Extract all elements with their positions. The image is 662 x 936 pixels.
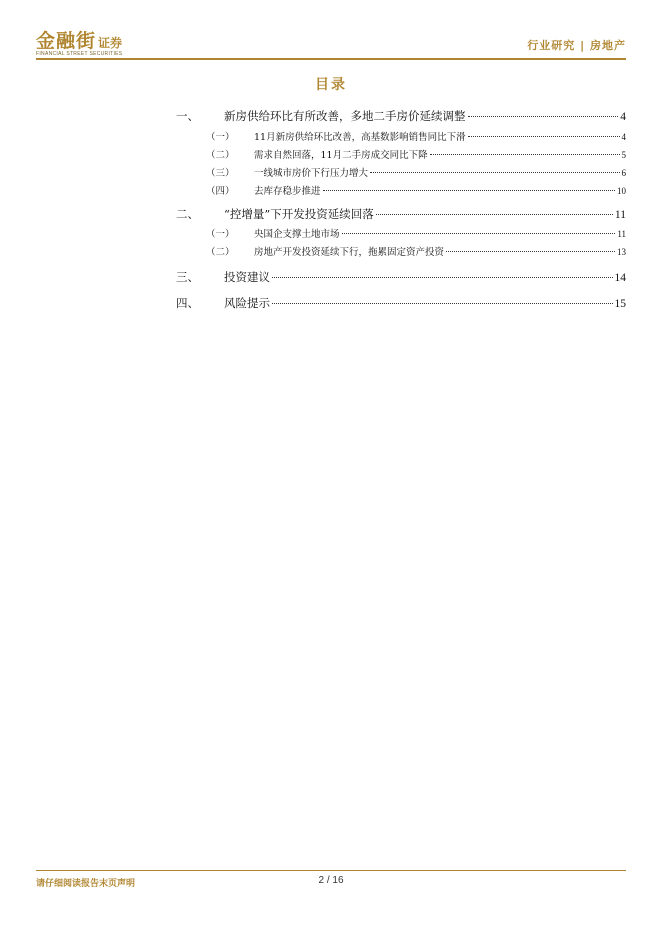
logo-subtitle: 证券 — [98, 36, 123, 50]
toc-heading: 需求自然回落，11月二手房成交同比下降 — [254, 150, 428, 161]
toc-heading: 一线城市房价下行压力增大 — [254, 168, 369, 179]
toc-heading: 去库存稳步推进 — [254, 186, 321, 197]
toc-page: 15 — [614, 298, 626, 310]
toc-heading: 11月新房供给环比改善，高基数影响销售同比下滑 — [254, 132, 466, 143]
toc-entry[interactable] — [206, 183, 626, 197]
toc-number: （二） — [206, 150, 235, 161]
toc-number: （一） — [206, 229, 235, 240]
toc-page: 5 — [621, 150, 626, 160]
toc-entry[interactable] — [206, 226, 626, 240]
toc-page: 6 — [621, 168, 626, 178]
company-logo — [36, 26, 123, 57]
logo-english: FINANCIAL STREET SECURITIES — [36, 51, 123, 57]
toc-leader — [370, 172, 619, 173]
footer-divider — [36, 870, 626, 871]
toc-number: （四） — [206, 186, 235, 197]
toc-page: 11 — [614, 209, 626, 221]
toc-leader — [446, 251, 615, 252]
toc-leader — [342, 233, 616, 234]
report-category: 行业研究 | 房地产 — [527, 39, 626, 52]
toc-entry[interactable] — [206, 165, 626, 179]
toc-heading: 投资建议 — [224, 270, 270, 284]
toc-leader — [376, 214, 613, 215]
toc-leader — [468, 136, 620, 137]
toc-leader — [430, 154, 620, 155]
footer-disclaimer: 请仔细阅读报告末页声明 — [36, 879, 136, 889]
toc-page: 10 — [617, 186, 626, 196]
toc-entry[interactable] — [206, 244, 626, 258]
toc-number: （一） — [206, 132, 235, 143]
toc-number: （三） — [206, 168, 235, 179]
toc-leader — [272, 277, 613, 278]
toc-heading: “控增量”下开发投资延续回落 — [224, 207, 374, 221]
header-divider — [36, 58, 626, 60]
toc-number: 一、 — [176, 109, 199, 123]
toc-page: 11 — [617, 229, 626, 239]
logo-name: 金融街 — [36, 30, 97, 52]
toc-number: 四、 — [176, 296, 199, 310]
toc-entry[interactable] — [206, 129, 626, 143]
toc-number: （二） — [206, 247, 235, 258]
toc-page: 4 — [621, 132, 626, 142]
toc-number: 二、 — [176, 207, 199, 221]
toc-leader — [468, 116, 619, 117]
toc-entry[interactable] — [176, 108, 626, 124]
toc-title: 目录 — [315, 77, 347, 93]
toc-entry[interactable] — [176, 206, 626, 222]
toc-entry[interactable] — [206, 147, 626, 161]
toc-number: 三、 — [176, 270, 199, 284]
toc-heading: 风险提示 — [224, 296, 270, 310]
toc-page: 4 — [620, 111, 626, 123]
page-number: 2 / 16 — [318, 875, 344, 886]
toc-page: 14 — [614, 272, 626, 284]
toc-entry[interactable] — [176, 295, 626, 311]
page-header — [36, 22, 626, 60]
toc-heading: 新房供给环比有所改善，多地二手房价延续调整 — [224, 109, 466, 123]
toc-leader — [272, 303, 613, 304]
toc-entry[interactable] — [176, 269, 626, 285]
toc-leader — [323, 190, 615, 191]
toc-heading: 央国企支撑土地市场 — [254, 229, 340, 240]
toc-heading: 房地产开发投资延续下行，拖累固定资产投资 — [254, 247, 445, 258]
toc-page: 13 — [617, 247, 626, 257]
